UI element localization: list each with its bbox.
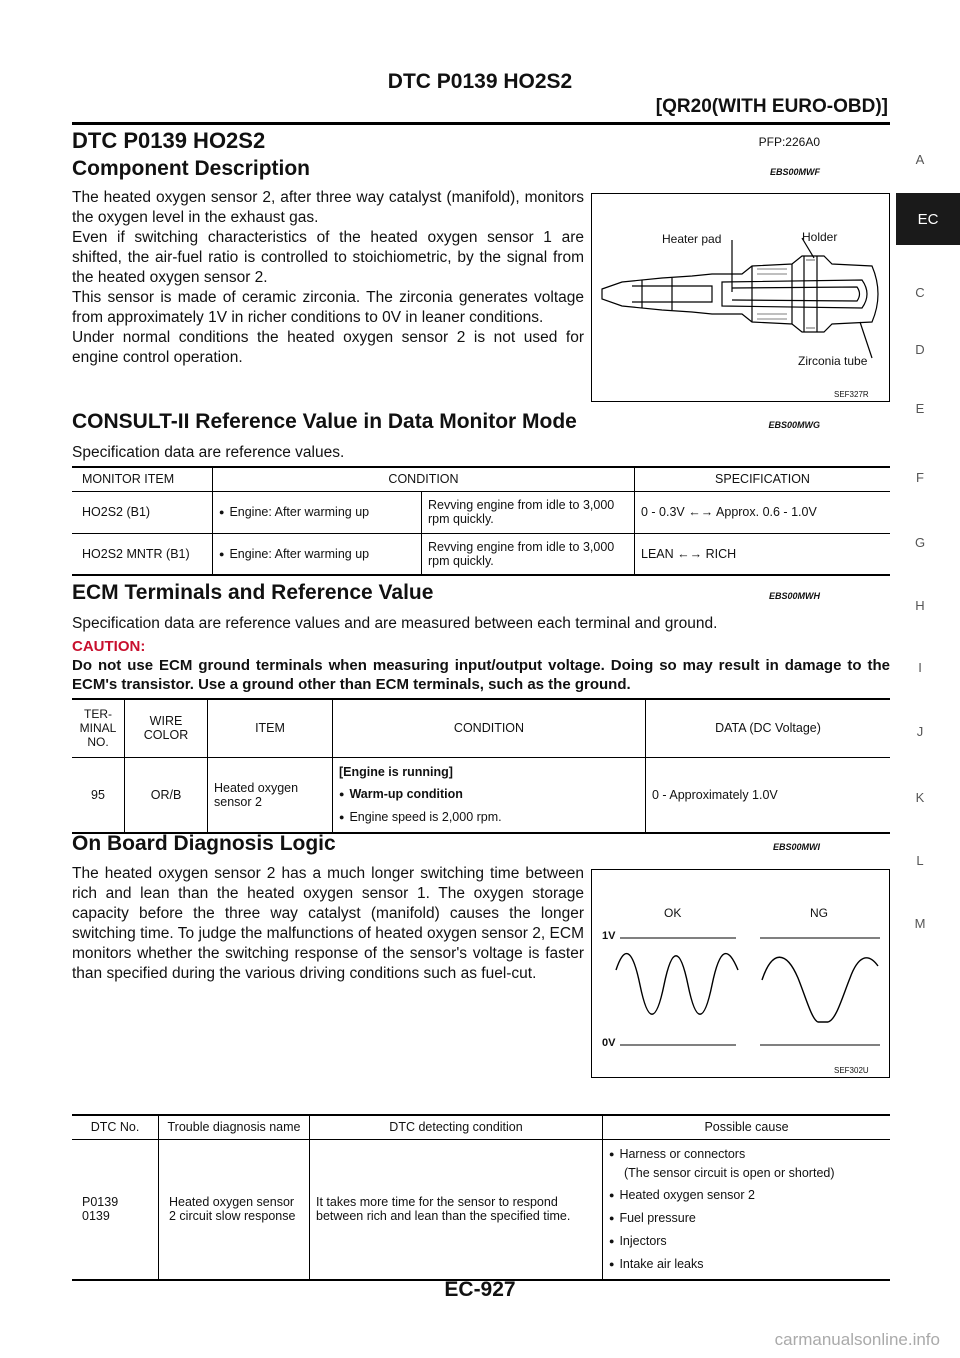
dtc-code-num: 0139	[82, 1209, 110, 1223]
condition-primary: ● Engine: After warming up	[213, 491, 422, 533]
sidebar-letter-c[interactable]: C	[915, 285, 925, 300]
sidebar-letter-m[interactable]: M	[914, 916, 926, 931]
header-data: DATA (DC Voltage)	[715, 721, 821, 736]
caution-label: CAUTION:	[72, 638, 146, 655]
sidebar-tab-ec[interactable]: EC	[896, 193, 960, 245]
obd-code: EBS00MWI	[772, 842, 820, 852]
header-trouble-name: Trouble diagnosis name	[159, 1115, 310, 1139]
header-condition: CONDITION	[213, 467, 635, 491]
component-paragraph: The heated oxygen sensor 2, after three way catalyst (manifold), monitors the oxygen level in the exhaust gas.	[72, 189, 584, 226]
header-specification: SPECIFICATION	[715, 472, 810, 487]
condition-primary: ● Engine: After warming up	[213, 533, 422, 575]
specification-value: 0 - 0.3V ←→ Approx. 0.6 - 1.0V	[641, 505, 817, 519]
list-item: ● Heated oxygen sensor 2	[609, 1184, 884, 1207]
trouble-name: Heated oxygen sensor 2 circuit slow response	[159, 1139, 310, 1280]
sidebar-letter-h[interactable]: H	[915, 598, 925, 613]
table-row	[72, 757, 890, 833]
data-value: 0 - Approximately 1.0V	[652, 787, 778, 802]
header-monitor-item: MONITOR ITEM	[72, 467, 213, 491]
main-title-text: DTC P0139 HO2S2	[72, 128, 266, 153]
header-condition: CONDITION	[333, 699, 646, 757]
sidebar-letter-l[interactable]: L	[916, 853, 924, 868]
consult-title-text: CONSULT-II Reference Value in Data Monitor Mode	[72, 410, 577, 433]
condition-secondary: Revving engine from idle to 3,000 rpm quickly.	[422, 533, 635, 575]
ecm-table-header	[72, 699, 890, 757]
0v-label: 0V	[602, 1037, 616, 1049]
table-row	[72, 533, 890, 575]
sidebar-letter-f[interactable]: F	[916, 470, 924, 485]
obd-title-text: On Board Diagnosis Logic	[72, 832, 336, 855]
zirconia-tube-label: Zirconia tube	[798, 354, 868, 368]
sensor-illustration	[592, 194, 889, 401]
dtc-table	[72, 1114, 890, 1281]
figure-ref-sef302u: SEF302U	[834, 1066, 869, 1075]
header-item: ITEM	[208, 699, 333, 757]
dtc-table-header	[72, 1115, 890, 1139]
ok-label: OK	[664, 906, 682, 920]
ecm-section-title	[72, 581, 890, 605]
header-possible-cause: Possible cause	[704, 1120, 789, 1135]
possible-cause-list	[603, 1139, 891, 1280]
main-title	[72, 128, 890, 154]
watermark[interactable]: carmanualsonline.info	[774, 1330, 940, 1349]
component-paragraph: Under normal conditions the heated oxygen sensor 2 is not used for engine control operation.	[72, 329, 584, 366]
ecm-intro: Specification data are reference values and are measured between each terminal and ground.	[72, 615, 718, 632]
header-terminal: TER-MINAL NO.	[72, 699, 125, 757]
sidebar-letter-j[interactable]: J	[916, 724, 924, 739]
obd-section-title	[72, 832, 890, 856]
sidebar-letter-k[interactable]: K	[915, 790, 925, 805]
1v-label: 1V	[602, 930, 616, 942]
ecm-code: EBS00MWH	[768, 591, 820, 601]
wire-color: OR/B	[125, 757, 208, 833]
component-paragraph: This sensor is made of ceramic zirconia. The zirconia generates voltage from approximately 1V in richer conditions to 0V in leaner conditions.	[72, 289, 584, 326]
page-number: EC-927	[444, 1278, 516, 1301]
consult-code: EBS00MWG	[768, 420, 820, 430]
sensor-cross-section-figure	[591, 193, 890, 402]
consult-section-title	[72, 410, 890, 434]
page-header-subtitle: [QR20(WITH EURO-OBD)]	[655, 96, 888, 117]
component-paragraph: Even if switching characteristics of the heated oxygen sensor 1 are shifted, the air-fuel ratio is controlled to stoichiometric, by the signal from the heated oxygen sensor 2.	[72, 229, 584, 286]
ok-waveform	[616, 954, 738, 1015]
list-item: ● Fuel pressure	[609, 1207, 884, 1230]
component-code: EBS00MWF	[769, 167, 820, 177]
header-detecting-condition: DTC detecting condition	[310, 1115, 603, 1139]
dtc-number	[72, 1139, 159, 1280]
component-description-text	[72, 188, 584, 368]
ecm-title-text: ECM Terminals and Reference Value	[72, 581, 434, 604]
ecm-terminal-table	[72, 698, 890, 834]
condition-heading: [Engine is running]	[339, 764, 453, 779]
header-wire-color: WIRE COLOR	[125, 699, 208, 757]
item-name: Heated oxygen sensor 2	[208, 757, 333, 833]
holder-label: Holder	[802, 230, 838, 244]
consult-table-header	[72, 467, 890, 491]
list-item-detail: (The sensor circuit is open or shorted)	[624, 1165, 835, 1180]
list-item: ● Harness or connectors	[609, 1143, 884, 1166]
condition-cell	[333, 757, 646, 833]
monitor-item: HO2S2 MNTR (B1)	[72, 533, 213, 575]
figure-ref-sef327r: SEF327R	[834, 390, 869, 399]
consult-table	[72, 466, 890, 576]
page-header-title: DTC P0139 HO2S2	[387, 70, 573, 93]
consult-intro: Specification data are reference values.	[72, 444, 345, 461]
obd-logic-text: The heated oxygen sensor 2 has a much longer switching time between rich and lean than the heated oxygen sensor 1. The oxygen storage capacity before the three way catalyst (manifold) causes the longer switching time. To judge the malfunctions of heated oxygen sensor 2, ECM monitors whether the switching response of the sensor's voltage is faster than specified during the various driving conditions such as fuel-cut.	[72, 865, 584, 982]
waveform-figure	[591, 869, 890, 1078]
sidebar-letter-a[interactable]: A	[915, 152, 925, 167]
monitor-item: HO2S2 (B1)	[72, 491, 213, 533]
sidebar-letter-e[interactable]: E	[915, 401, 925, 416]
dtc-code-p: P0139	[82, 1195, 119, 1209]
condition-secondary: Revving engine from idle to 3,000 rpm quickly.	[422, 491, 635, 533]
component-section-title	[72, 157, 890, 181]
detecting-condition: It takes more time for the sensor to respond between rich and lean than the specified time.	[310, 1139, 603, 1280]
header-dtc-no: DTC No.	[72, 1115, 159, 1139]
condition-bullet: ● Warm-up condition	[339, 783, 639, 806]
heater-pad-label: Heater pad	[662, 232, 722, 246]
header-rule	[72, 122, 890, 125]
pfp-code: PFP:226A0	[758, 135, 820, 149]
terminal-number: 95	[72, 757, 125, 833]
table-row	[72, 491, 890, 533]
list-item: ● Intake air leaks	[609, 1253, 884, 1276]
condition-bullet: ● Engine speed is 2,000 rpm.	[339, 806, 639, 829]
sidebar-letter-g[interactable]: G	[914, 535, 926, 550]
specification-value: LEAN ←→ RICH	[641, 546, 737, 561]
sidebar-letter-i[interactable]: I	[918, 660, 922, 675]
component-title-text: Component Description	[72, 157, 311, 180]
table-row	[72, 1139, 890, 1280]
sidebar-letter-d[interactable]: D	[915, 342, 925, 357]
ng-waveform	[762, 957, 878, 1022]
caution-text: Do not use ECM ground terminals when measuring input/output voltage. Doing so may result in damage to the ECM's transistor. Use a ground other than ECM terminals, such as the ground.	[72, 657, 890, 693]
ng-label: NG	[810, 906, 828, 920]
ok-ng-waveform-chart	[592, 870, 889, 1077]
list-item: ● Injectors	[609, 1230, 884, 1253]
